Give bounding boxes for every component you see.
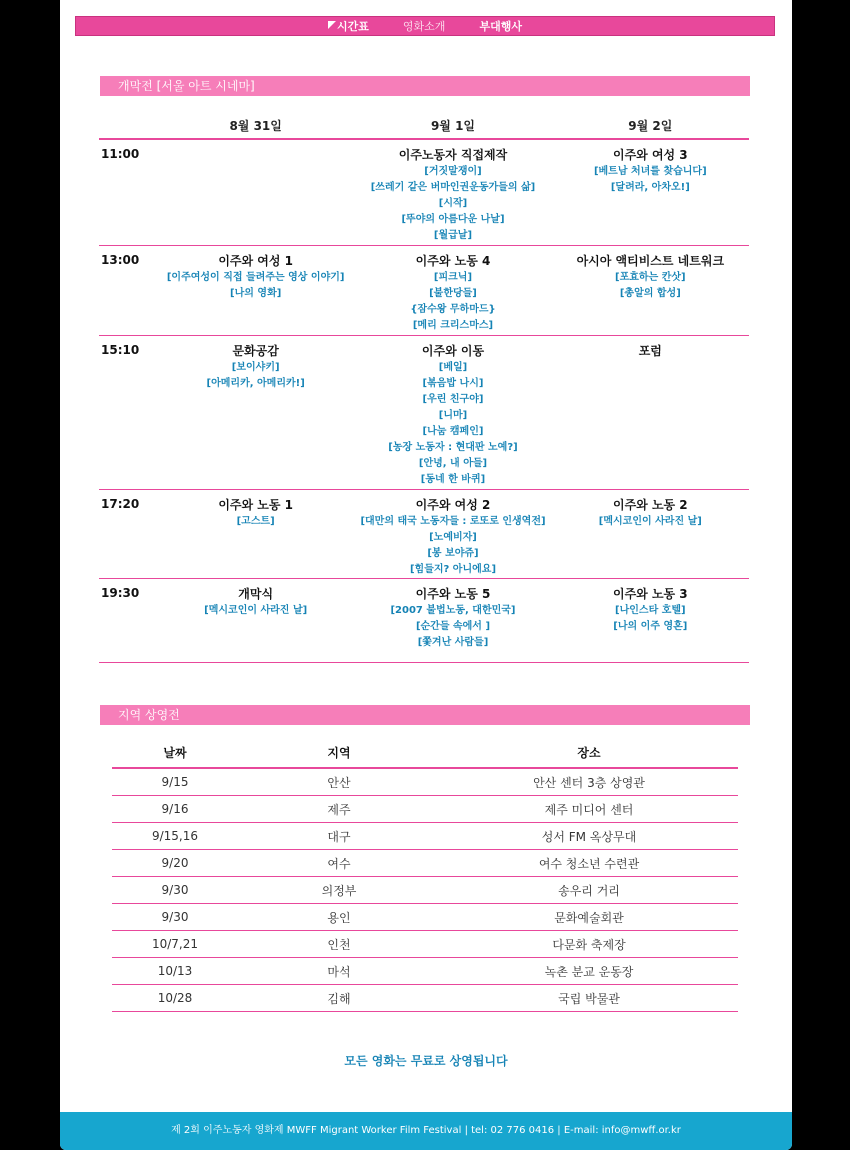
nav-item-label: 부대행사	[479, 20, 522, 33]
schedule-cell	[157, 343, 354, 489]
program-title: 이주와 여성 3	[612, 148, 688, 162]
program-title: 이주와 노동 5	[415, 587, 491, 601]
time-slot: 17:20	[101, 497, 140, 511]
schedule-row	[99, 140, 749, 246]
table-row	[112, 958, 738, 985]
place-cell: 제주 미디어 센터	[544, 802, 634, 817]
date-cell: 10/13	[157, 964, 193, 978]
schedule-cell	[354, 497, 551, 578]
film-link[interactable]: [우린 친구야]	[422, 394, 484, 405]
film-link[interactable]: [쫓겨난 사람들]	[417, 637, 489, 648]
schedule-body	[99, 140, 749, 663]
time-slot: 15:10	[101, 343, 140, 357]
schedule-cell	[552, 497, 749, 578]
regional-screening-table	[112, 744, 738, 1012]
area-cell: 김해	[327, 991, 351, 1006]
opening-schedule-table	[99, 114, 749, 663]
date-cell: 9/20	[161, 856, 189, 870]
time-slot: 11:00	[101, 147, 140, 161]
area-cell: 용인	[327, 910, 351, 925]
film-link[interactable]: [베트남 처녀를 찾습니다]	[593, 166, 707, 177]
film-link[interactable]: [힘들지? 아니에요]	[409, 564, 497, 575]
day-header: 8월 31일	[229, 119, 282, 133]
schedule-cell	[157, 147, 354, 245]
program-title: 개막식	[238, 587, 274, 601]
table-row	[112, 823, 738, 850]
opening-section-title: 개막전 [서울 아트 시네마]	[100, 76, 750, 96]
area-cell: 마석	[327, 964, 351, 979]
film-link[interactable]: [나인스타 호텔]	[615, 605, 686, 616]
area-cell: 여수	[327, 856, 351, 871]
program-title: 문화공감	[232, 344, 279, 358]
film-link[interactable]: [고스트]	[236, 516, 275, 527]
film-link[interactable]: [이주여성이 직접 들려주는 영상 이야기]	[166, 272, 345, 283]
regional-section-title: 지역 상영전	[100, 705, 750, 725]
top-navigation	[75, 16, 775, 36]
date-cell: 10/7,21	[151, 937, 199, 951]
schedule-cell	[157, 586, 354, 662]
film-link[interactable]: [동네 한 바퀴]	[420, 474, 486, 485]
film-link[interactable]: [총알의 합성]	[619, 288, 681, 299]
area-cell: 안산	[327, 775, 351, 790]
nav-item-film-intro[interactable]	[403, 18, 446, 34]
time-slot: 13:00	[101, 253, 140, 267]
schedule-row	[99, 336, 749, 490]
film-link[interactable]: [봉 보야쥬]	[427, 548, 479, 559]
program-title: 이주와 여성 2	[415, 498, 491, 512]
film-link[interactable]: [월급날]	[433, 230, 473, 241]
film-link[interactable]: [2007 불법노동, 대한민국]	[390, 605, 516, 616]
date-cell: 9/16	[161, 802, 189, 816]
film-link[interactable]: [피크닉]	[433, 272, 473, 283]
film-link[interactable]: [달려라, 아차오!]	[610, 182, 690, 193]
schedule-cell	[552, 253, 749, 335]
table-row	[112, 769, 738, 796]
schedule-row	[99, 490, 749, 579]
program-title: 포럼	[638, 344, 662, 358]
schedule-cell	[354, 147, 551, 245]
date-cell: 9/30	[161, 910, 189, 924]
film-link[interactable]: [보이샤키]	[231, 362, 280, 373]
film-link[interactable]: [나의 영화]	[230, 288, 282, 299]
film-link[interactable]: [노예비자]	[429, 532, 477, 543]
program-title: 이주노동자 직접제작	[398, 148, 508, 162]
schedule-row	[99, 246, 749, 336]
film-link[interactable]: [쓰레기 같은 버마인권운동가들의 삶]	[370, 182, 536, 193]
program-title: 아시아 액티비스트 네트워크	[576, 254, 725, 268]
date-cell: 10/28	[157, 991, 193, 1005]
time-column-header	[99, 114, 157, 138]
table-row	[112, 796, 738, 823]
area-cell: 대구	[327, 829, 351, 844]
film-link[interactable]: [대만의 태국 노동자들 : 로또로 인생역전]	[360, 516, 546, 527]
program-title: 이주와 이동	[421, 344, 485, 358]
page-container	[60, 0, 792, 1150]
table-row	[112, 904, 738, 931]
schedule-cell	[354, 586, 551, 662]
table-row	[112, 985, 738, 1012]
film-link[interactable]: [볶음밥 나시]	[422, 378, 484, 389]
film-link[interactable]: [뚜야의 아름다운 나날]	[401, 214, 505, 225]
regional-header-row	[112, 744, 738, 769]
regional-body	[112, 769, 738, 1012]
date-cell: 9/15,16	[151, 829, 199, 843]
area-cell: 인천	[327, 937, 351, 952]
place-cell: 국립 박물관	[558, 991, 620, 1006]
place-cell: 송우리 거리	[558, 883, 620, 898]
program-title: 이주와 노동 4	[415, 254, 491, 268]
free-screening-note: 모든 영화는 무료로 상영됩니다	[344, 1054, 508, 1068]
nav-item-timetable[interactable]	[328, 18, 369, 34]
program-title: 이주와 노동 3	[612, 587, 688, 601]
date-header: 날짜	[163, 746, 187, 760]
film-link[interactable]: [멕시코인이 사라진 날]	[204, 605, 308, 616]
schedule-cell	[552, 147, 749, 245]
place-cell: 다문화 축제장	[552, 937, 626, 952]
place-cell: 여수 청소년 수련관	[538, 856, 640, 871]
schedule-cell	[552, 343, 749, 489]
program-title: 이주와 노동 2	[612, 498, 688, 512]
date-cell: 9/15	[161, 775, 189, 789]
program-title: 이주와 노동 1	[218, 498, 293, 512]
film-link[interactable]: [아메리카, 아메리카!]	[206, 378, 305, 389]
film-link[interactable]: [순간들 속에서 ]	[415, 621, 491, 632]
film-link[interactable]: [나눔 캠페인]	[422, 426, 484, 437]
table-row	[112, 877, 738, 904]
film-link[interactable]: [불한당들]	[429, 288, 477, 299]
schedule-row	[99, 579, 749, 663]
film-link[interactable]: [농장 노동자 : 현대판 노예?]	[388, 442, 518, 453]
day-header: 9월 2일	[628, 119, 673, 133]
film-link[interactable]: [베일]	[438, 362, 468, 373]
schedule-cell	[354, 253, 551, 335]
time-slot: 19:30	[101, 586, 140, 600]
film-link[interactable]: [포효하는 칸삿]	[615, 272, 686, 283]
film-link[interactable]: [나의 이주 영혼]	[613, 621, 688, 632]
film-link[interactable]: [거짓말쟁이]	[424, 166, 482, 177]
film-link[interactable]: {잠수왕 무하마드}	[410, 304, 496, 315]
nav-item-side-events[interactable]	[479, 18, 522, 34]
place-cell: 문화예술회관	[554, 910, 624, 925]
place-cell: 안산 센터 3층 상영관	[533, 775, 645, 790]
film-link[interactable]: [멕시코인이 사라진 날]	[598, 516, 702, 527]
area-cell: 제주	[327, 802, 351, 817]
film-link[interactable]: [메리 크리스마스]	[412, 320, 494, 331]
table-row	[112, 931, 738, 958]
date-cell: 9/30	[161, 883, 189, 897]
day-header: 9월 1일	[430, 119, 476, 133]
schedule-header-row	[99, 114, 749, 140]
schedule-cell	[157, 497, 354, 578]
area-cell: 의정부	[321, 883, 357, 898]
film-link[interactable]: [안녕, 내 아들]	[418, 458, 488, 469]
nav-item-label: 영화소개	[402, 20, 446, 33]
table-row	[112, 850, 738, 877]
film-link[interactable]: [니마]	[438, 410, 468, 421]
place-header: 장소	[577, 746, 601, 760]
schedule-cell	[552, 586, 749, 662]
footer: 제 2회 이주노동자 영화제 MWFF Migrant Worker Film Festival | tel: 02 776 0416 | E-mail: info@mwff.or.kr	[60, 1112, 792, 1150]
area-header: 지역	[327, 746, 351, 760]
place-cell: 성서 FM 옥상무대	[541, 829, 637, 844]
place-cell: 녹촌 분교 운동장	[544, 964, 634, 979]
schedule-cell	[354, 343, 551, 489]
schedule-cell	[157, 253, 354, 335]
triangle-marker-icon	[328, 21, 336, 29]
nav-item-label: 시간표	[337, 20, 369, 33]
film-link[interactable]: [시작]	[438, 198, 468, 209]
program-title: 이주와 여성 1	[218, 254, 293, 268]
